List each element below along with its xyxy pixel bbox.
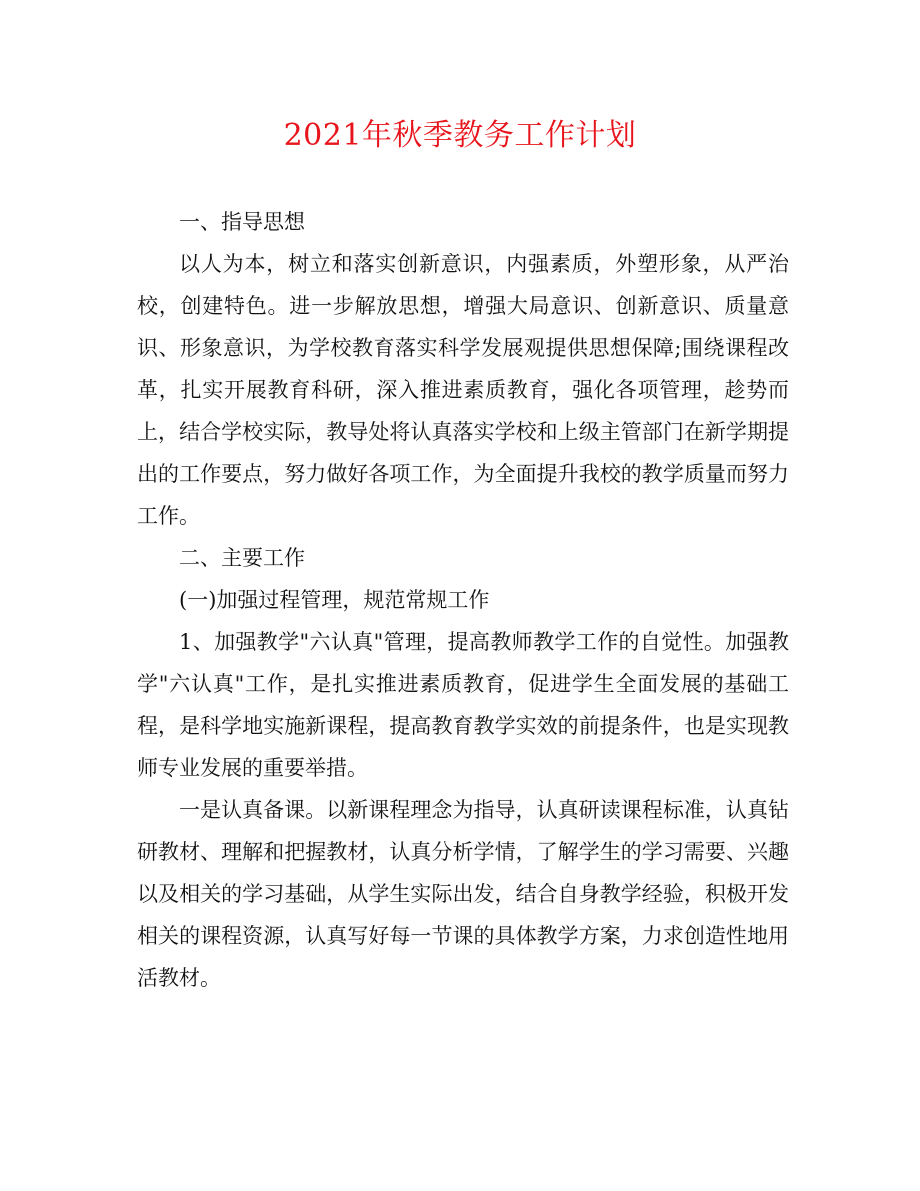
paragraph-six-earnest: 1、加强教学"六认真"管理，提高教师教学工作的自觉性。加强教学"六认真"工作，是扎实推进素质教育，促进学生全面发展的基础工程，是科学地实施新课程，提高教育教学实效的前提条件，也是实现教师专业发展的重要举措。 xyxy=(137,630,789,780)
paragraph-lesson-preparation: 一是认真备课。以新课程理念为指导，认真研读课程标准，认真钻研教材、理解和把握教材，认真分析学情，了解学生的学习需要、兴趣以及相关的学习基础，从学生实际出发，结合自身教学经验，积极开发相关的课程资源，认真写好每一节课的具体教学方案，力求创造性地用活教材。 xyxy=(137,798,789,990)
document-body xyxy=(137,201,789,999)
section-heading-guiding-ideology: 一、指导思想 xyxy=(179,210,305,234)
paragraph-guiding-ideology: 以人为本，树立和落实创新意识，内强素质，外塑形象，从严治校，创建特色。进一步解放思想，增强大局意识、创新意识、质量意识、形象意识，为学校教育落实科学发展观提供思想保障;围绕课程改革，扎实开展教育科研，深入推进素质教育，强化各项管理，趁势而上，结合学校实际，教导处将认真落实学校和上级主管部门在新学期提出的工作要点，努力做好各项工作，为全面提升我校的教学质量而努力工作。 xyxy=(137,252,789,528)
section-heading-main-work: 二、主要工作 xyxy=(179,546,305,570)
subsection-heading-process-management: (一)加强过程管理，规范常规工作 xyxy=(179,588,490,612)
document-title: 2021年秋季教务工作计划 xyxy=(283,118,637,153)
